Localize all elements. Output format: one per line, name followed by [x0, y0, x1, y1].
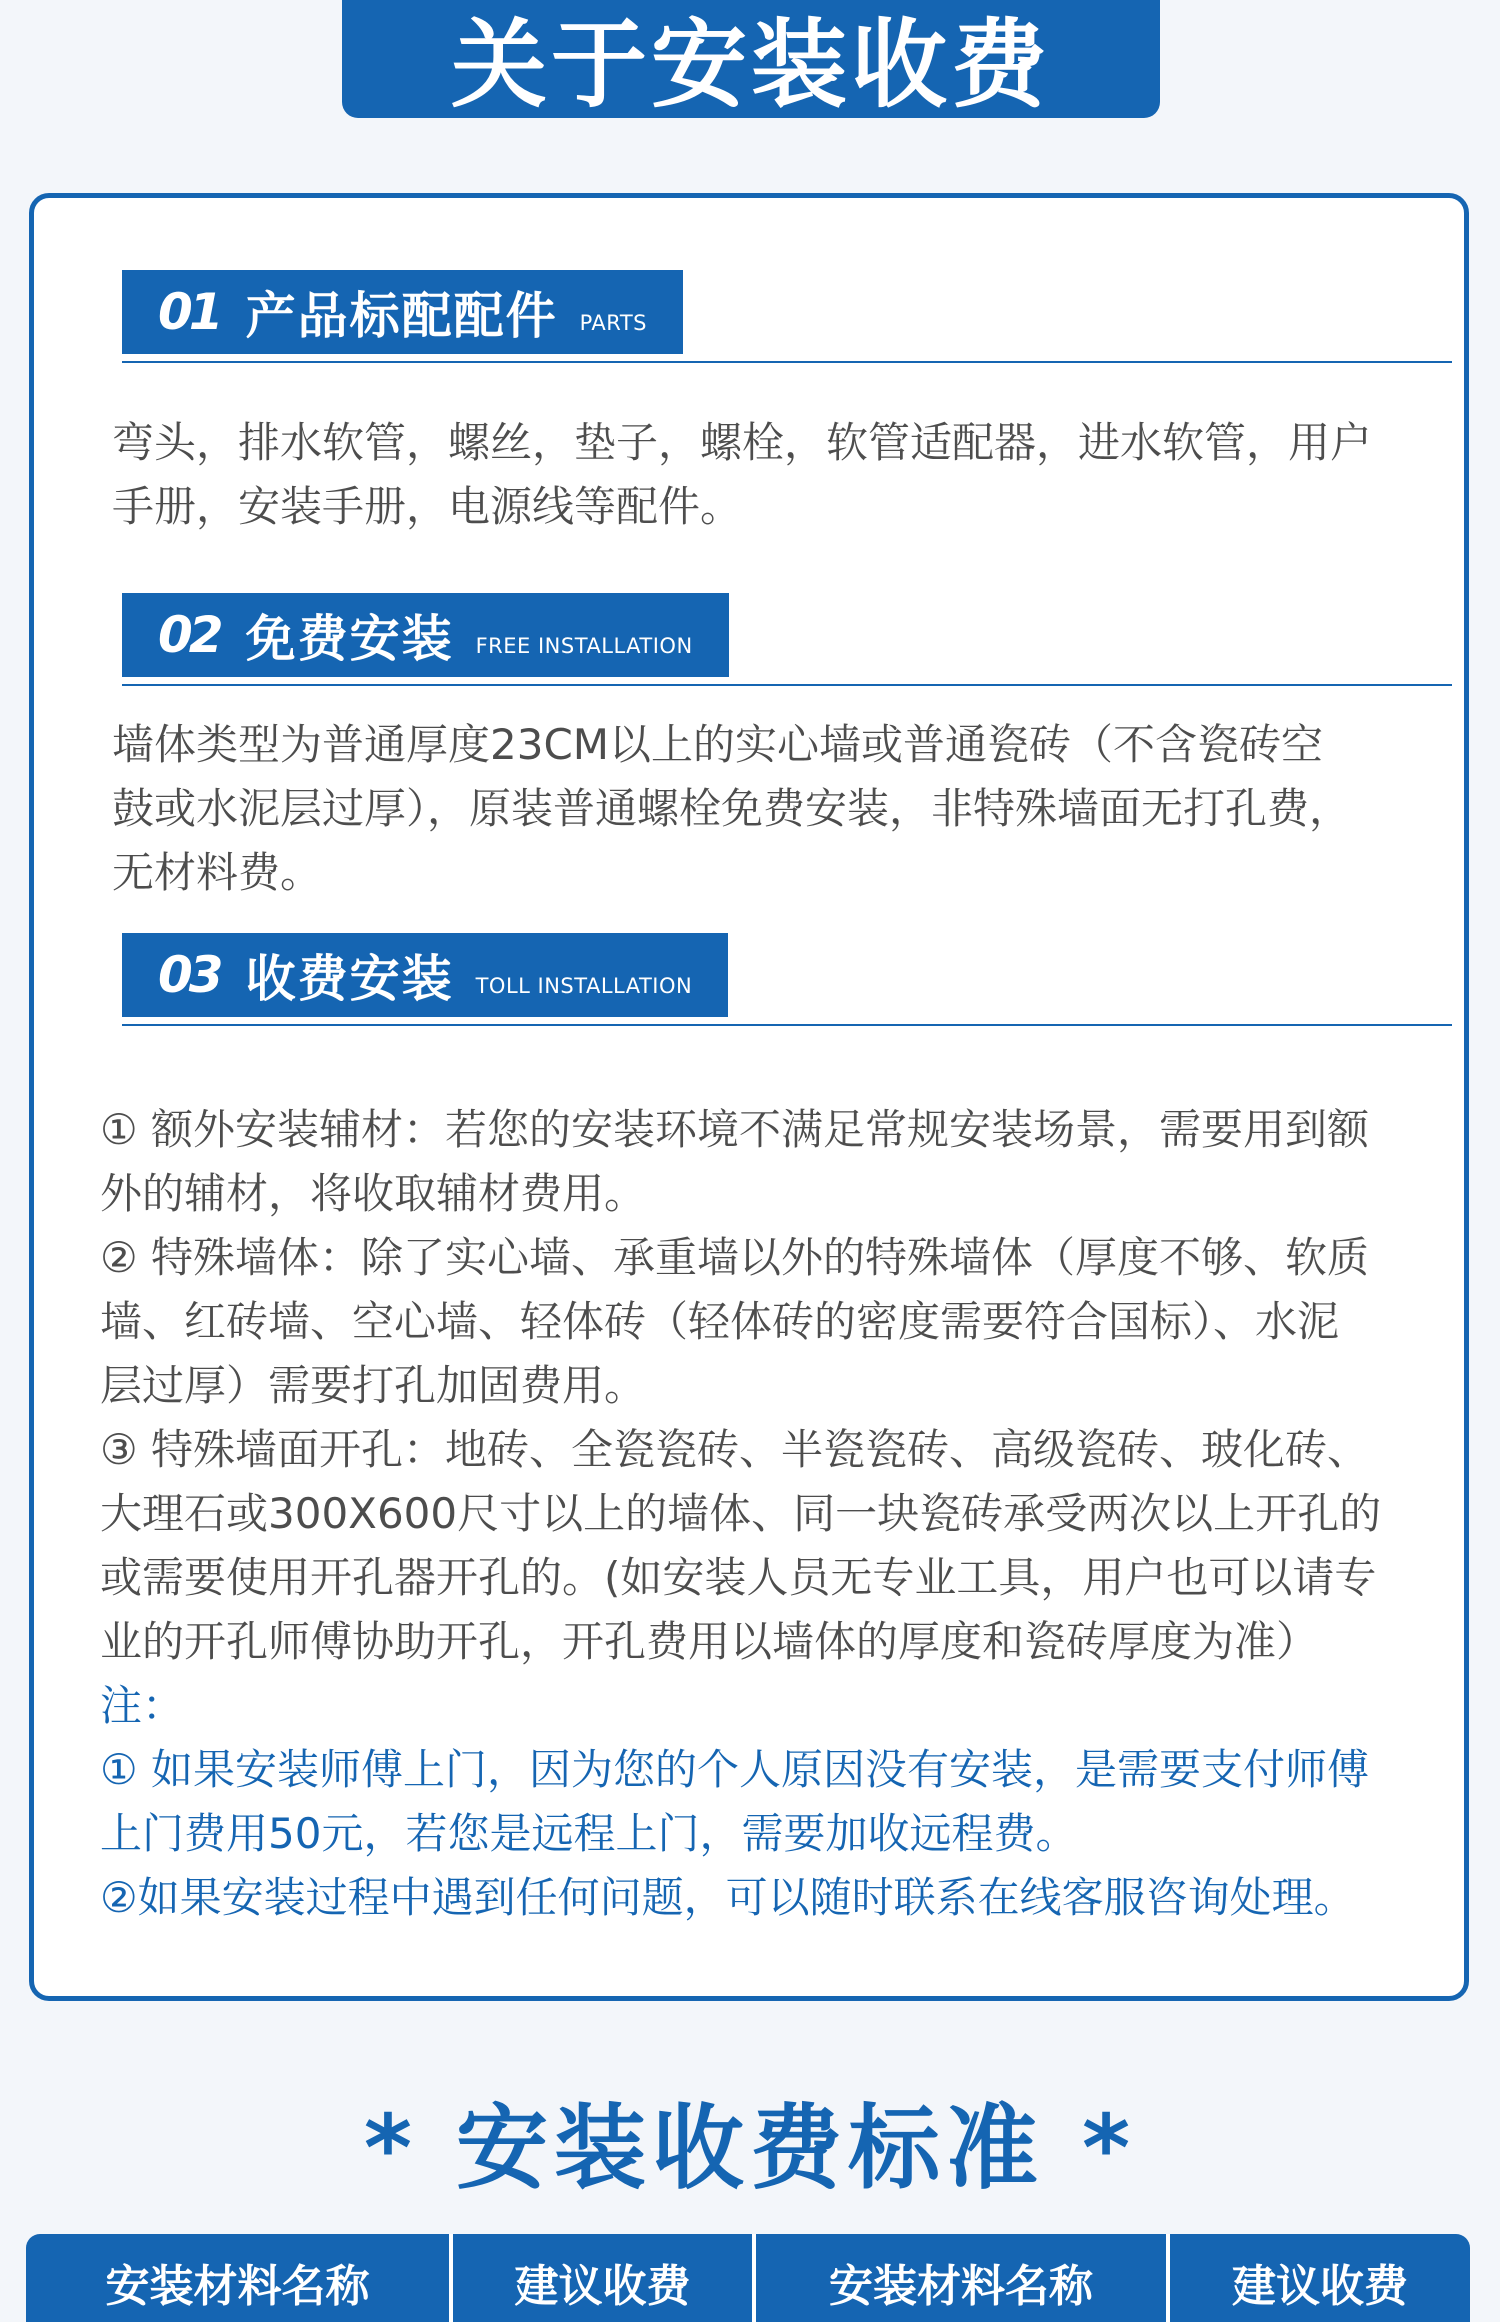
- text-line: 鼓或水泥层过厚），原装普通螺栓免费安装，非特殊墙面无打孔费，: [112, 784, 1352, 833]
- section-tag-toll-installation: [122, 933, 728, 1017]
- column-header-material: 安装材料名称: [756, 2234, 1170, 2322]
- section-body-free-installation: [112, 713, 1472, 905]
- text-line: ② 特殊墙体：除了实心墙、承重墙以外的特殊墙体（厚度不够、软质: [100, 1233, 1370, 1282]
- column-header-fee: 建议收费: [453, 2234, 756, 2322]
- section-divider: [122, 684, 1452, 686]
- text-line: 外的辅材，将收取辅材费用。: [100, 1169, 647, 1218]
- section-divider: [122, 361, 1452, 363]
- section-number: 02: [158, 606, 220, 664]
- text-line: 墙、红砖墙、空心墙、轻体砖（轻体砖的密度需要符合国标）、水泥: [100, 1297, 1340, 1346]
- section-english-title: TOLL INSTALLATION: [475, 974, 693, 998]
- text-line: ① 额外安装辅材：若您的安装环境不满足常规安装场景，需要用到额: [100, 1105, 1370, 1154]
- text-line: 层过厚）需要打孔加固费用。: [100, 1361, 647, 1410]
- banner-title: 关于安装收费: [451, 8, 1051, 118]
- section-english-title: PARTS: [579, 311, 648, 335]
- section-header-parts: [122, 270, 1452, 362]
- section-english-title: FREE INSTALLATION: [475, 634, 693, 658]
- section-tag-parts: [122, 270, 683, 354]
- text-line: 业的开孔师傅协助开孔，开孔费用以墙体的厚度和瓷砖厚度为准）: [100, 1617, 1319, 1666]
- text-line: 墙体类型为普通厚度23CM以上的实心墙或普通瓷砖（不含瓷砖空: [112, 720, 1324, 769]
- note-line: 上门费用50元，若您是远程上门，需要加收远程费。: [100, 1809, 1078, 1858]
- text-line: ③ 特殊墙面开孔：地砖、全瓷瓷砖、半瓷瓷砖、高级瓷砖、玻化砖、: [100, 1425, 1370, 1474]
- section-body-parts: [112, 411, 1472, 539]
- text-line: 大理石或300X600尺寸以上的墙体、同一块瓷砖承受两次以上开孔的: [100, 1489, 1382, 1538]
- text-line: 弯头，排水软管，螺丝，垫子，螺栓，软管适配器，进水软管，用户: [112, 418, 1373, 467]
- note-label: 注：: [100, 1681, 185, 1730]
- section-header-toll-installation: [122, 933, 1452, 1025]
- info-panel: [29, 193, 1469, 2001]
- note-line: ① 如果安装师傅上门，因为您的个人原因没有安装，是需要支付师傅: [100, 1745, 1370, 1794]
- section-title: 免费安装: [245, 610, 454, 668]
- column-header-fee: 建议收费: [1232, 2261, 1408, 2312]
- section-number: 03: [158, 946, 220, 1004]
- text-line: 手册，安装手册，电源线等配件。: [112, 482, 743, 531]
- top-banner: [342, 0, 1160, 118]
- section-divider: [122, 1024, 1452, 1026]
- section-tag-free-installation: [122, 593, 729, 677]
- section-body-toll-installation: [100, 1098, 1490, 1930]
- note-line: ②如果安装过程中遇到任何问题，可以随时联系在线客服咨询处理。: [100, 1873, 1356, 1922]
- section-title: 收费安装: [245, 950, 454, 1008]
- section-number: 01: [158, 283, 220, 341]
- section-header-free-installation: [122, 593, 1452, 685]
- section-title: 产品标配配件: [245, 287, 558, 345]
- text-line: 或需要使用开孔器开孔的。(如安装人员无专业工具，用户也可以请专: [100, 1553, 1377, 1602]
- standards-heading: * 安装收费标准 *: [363, 2095, 1137, 2202]
- standards-table-header: [26, 2234, 1470, 2322]
- column-header-material: 安装材料名称: [26, 2234, 453, 2322]
- text-line: 无材料费。: [112, 848, 323, 897]
